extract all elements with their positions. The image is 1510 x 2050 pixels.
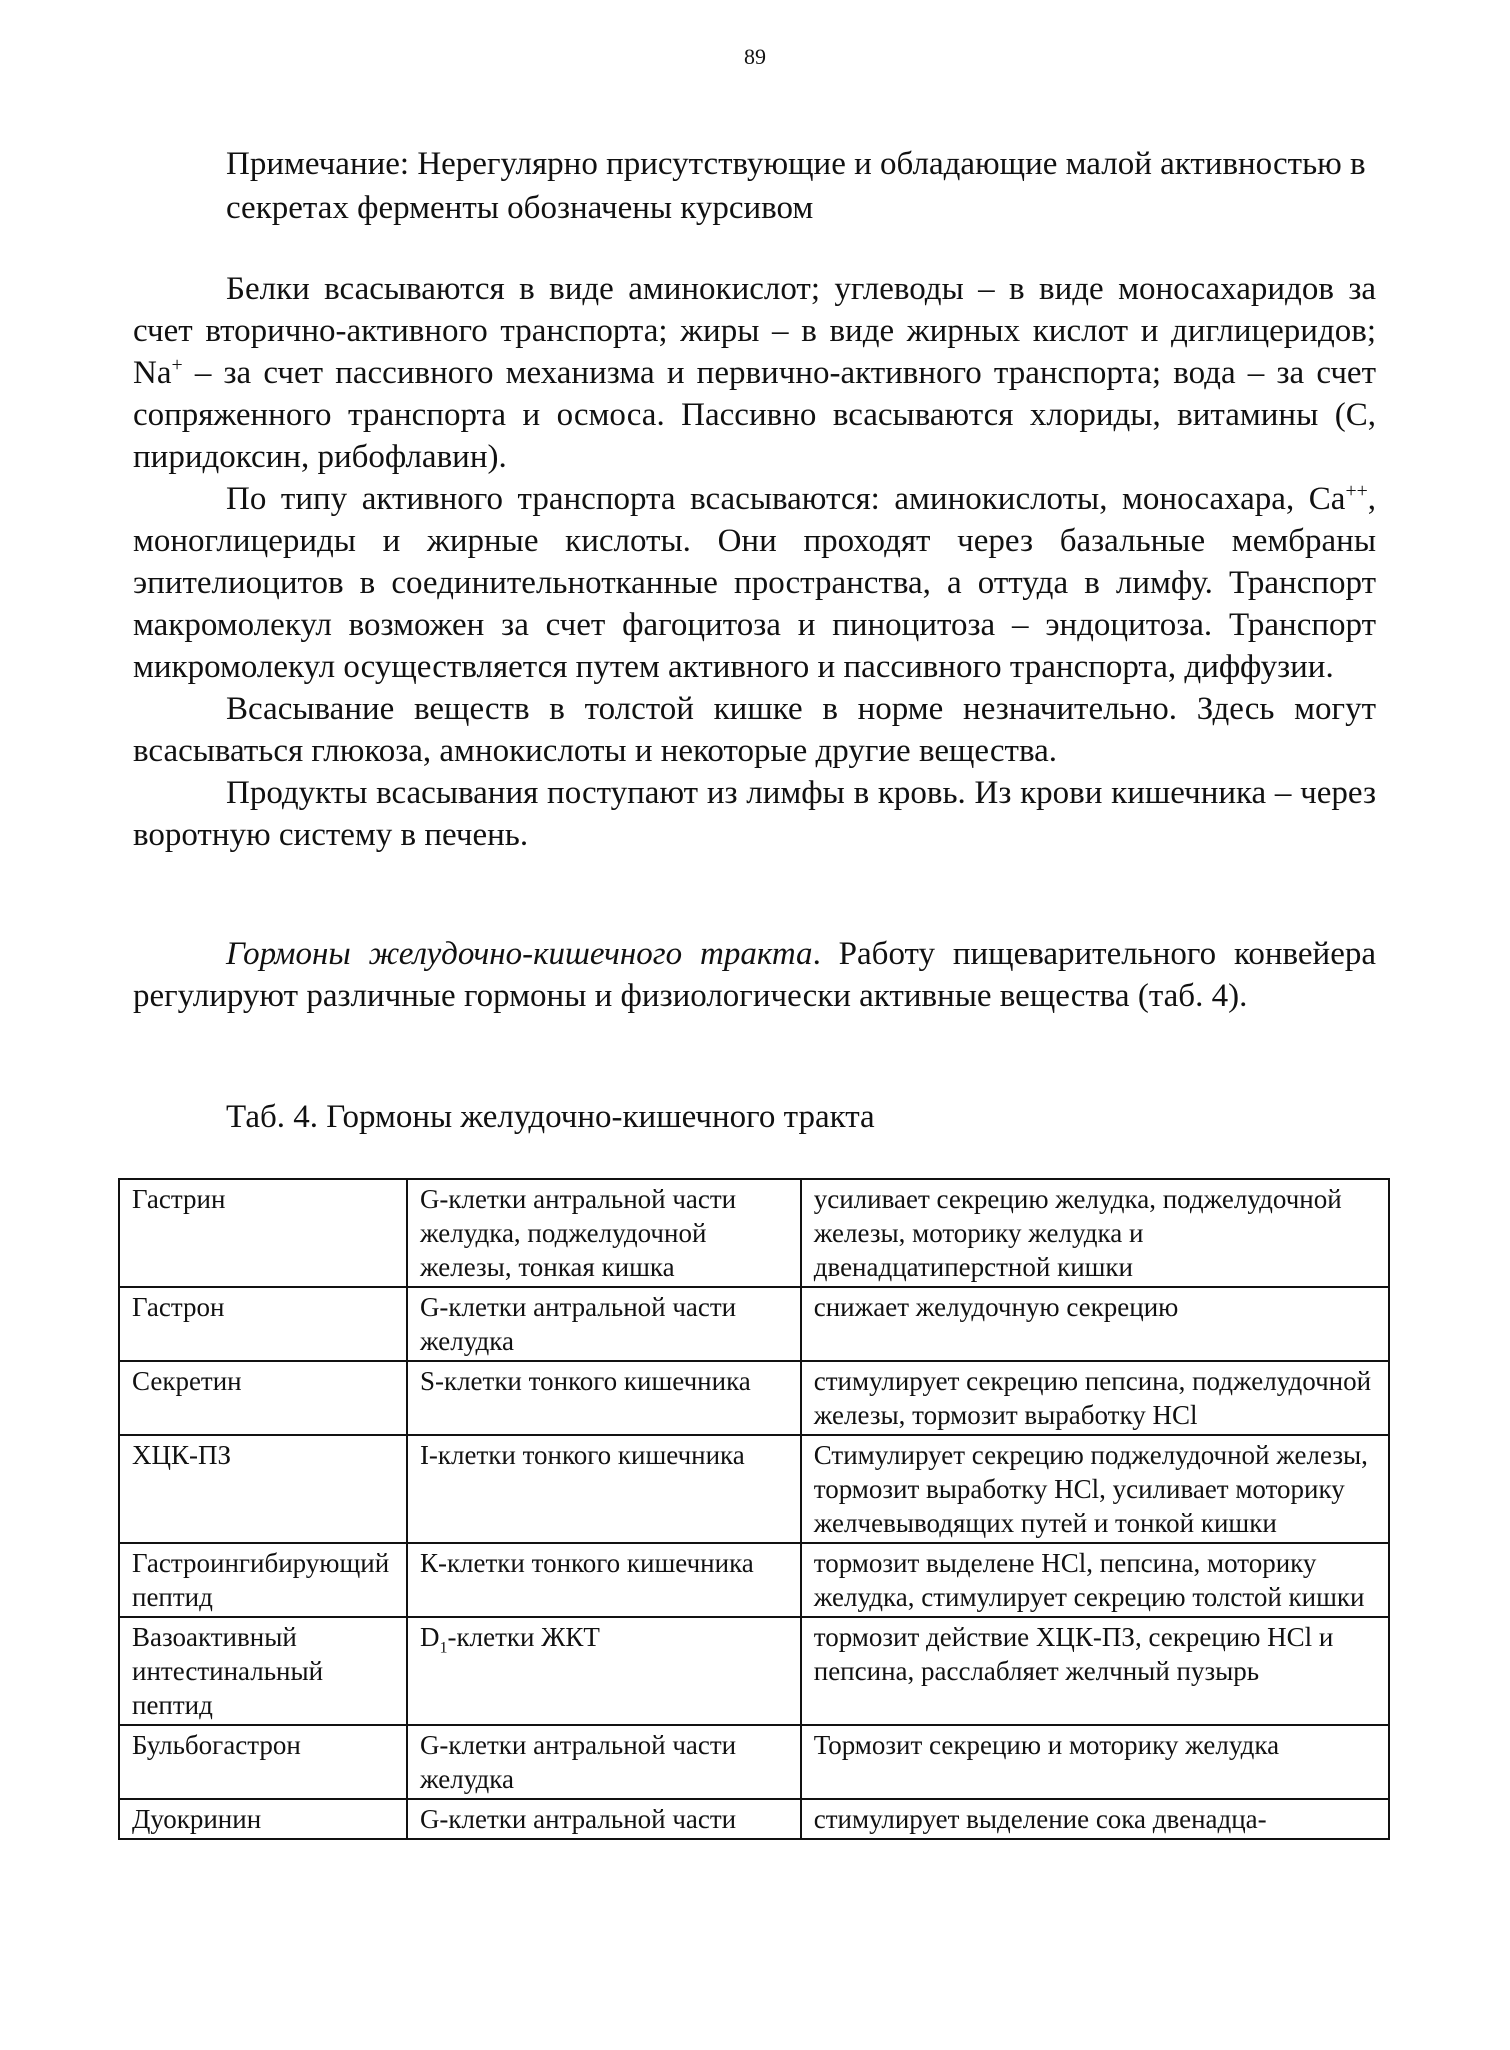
hormone-cell: Бульбогастрон: [119, 1725, 407, 1799]
action-cell: усиливает секрецию желудка, поджелудочной железы, моторику желудка и двенадцатиперстной кишки: [801, 1179, 1389, 1287]
hormones-table-wrapper: [118, 1178, 1390, 2030]
hormone-cell: Вазоактивный интестинальный пептид: [119, 1617, 407, 1725]
source-cell: G-клетки антральной части желудка: [407, 1287, 801, 1361]
table-row: [119, 1361, 1389, 1435]
paragraph-1: Белки всасываются в виде аминокислот; углеводы – в виде моносахаридов за счет вторично-активного транспорта; жиры – в виде жирных кислот и диглицеридов; Na+ – за счет пассивного механизма и первично-активного транспорта; вода – за счет сопряженного транспорта и осмоса. Пассивно всасываются хлориды, витамины (С, пиридоксин, рибофлавин).: [133, 271, 1376, 475]
paragraph-2: По типу активного транспорта всасываются: аминокислоты, моносахара, Са++, моноглицериды и жирные кислоты. Они проходят через базальные мембраны эпителиоцитов в соединительнотканные пространства, а оттуда в лимфу. Транспорт макромолекул возможен за счет фагоцитоза и пиноцитоза – эндоцитоза. Транспорт микромолекул осуществляется путем активного и пассивного транспорта, диффузии.: [133, 480, 1376, 685]
table-row: [119, 1543, 1389, 1617]
table-row: [119, 1725, 1389, 1799]
action-cell: тормозит действие ХЦК-ПЗ, секрецию HCl и пепсина, расслабляет желчный пузырь: [801, 1617, 1389, 1725]
table-caption: Таб. 4. Гормоны желудочно-кишечного тракта: [226, 1099, 875, 1135]
hormone-cell: Гастрин: [119, 1179, 407, 1287]
table-note: Примечание: Нерегулярно присутствующие и обладающие малой активностью в секретах ферменты обозначены курсивом: [226, 146, 1366, 226]
table-row: [119, 1617, 1389, 1725]
source-cell: G-клетки антральной части желудка, поджелудочной железы, тонкая кишка: [407, 1179, 801, 1287]
source-cell: S-клетки тонкого кишечника: [407, 1361, 801, 1435]
hormones-paragraph: Гормоны желудочно-кишечного тракта. Работу пищеварительного конвейера регулируют различные гормоны и физиологически активные вещества (таб. 4).: [133, 936, 1377, 1014]
hormone-cell: Секретин: [119, 1361, 407, 1435]
table-row: [119, 1435, 1389, 1543]
action-cell: снижает желудочную секрецию: [801, 1287, 1389, 1361]
table-row: [119, 1287, 1389, 1361]
page-number: 89: [744, 44, 766, 69]
hormones-title: Гормоны желудочно-кишечного тракта: [226, 936, 813, 972]
action-cell: стимулирует секрецию пепсина, поджелудочной железы, тормозит выработку HCl: [801, 1361, 1389, 1435]
table-row: [119, 1799, 1389, 1839]
absorption-text: [133, 268, 1376, 856]
hormone-cell: ХЦК-ПЗ: [119, 1435, 407, 1543]
hormone-cell: Дуокринин: [119, 1799, 407, 1839]
source-cell: $D_1$-клетки ЖКТ: [407, 1617, 801, 1725]
paragraph-3: Всасывание веществ в толстой кишке в норме незначительно. Здесь могут всасываться глюкоза, амнокислоты и некоторые другие вещества.: [133, 691, 1376, 769]
action-cell: Стимулирует секрецию поджелудочной железы, тормозит выработку HCl, усиливает моторику желчевыводящих путей и тонкой кишки: [801, 1435, 1389, 1543]
source-cell: G-клетки антральной части желудка: [407, 1725, 801, 1799]
action-cell: тормозит выделене HCl, пепсина, моторику желудка, стимулирует секрецию толстой кишки: [801, 1543, 1389, 1617]
source-cell: I-клетки тонкого кишечника: [407, 1435, 801, 1543]
action-cell: Тормозит секрецию и моторику желудка: [801, 1725, 1389, 1799]
hormones-table: [118, 1178, 1390, 1840]
table-row: [119, 1179, 1389, 1287]
action-cell: стимулирует выделение сока двенадца-: [801, 1799, 1389, 1839]
hormone-cell: Гастроингибирующий пептид: [119, 1543, 407, 1617]
source-cell: G-клетки антральной части: [407, 1799, 801, 1839]
paragraph-4: Продукты всасывания поступают из лимфы в кровь. Из крови кишечника – через воротную систему в печень.: [133, 775, 1376, 853]
hormone-cell: Гастрон: [119, 1287, 407, 1361]
source-cell: К-клетки тонкого кишечника: [407, 1543, 801, 1617]
